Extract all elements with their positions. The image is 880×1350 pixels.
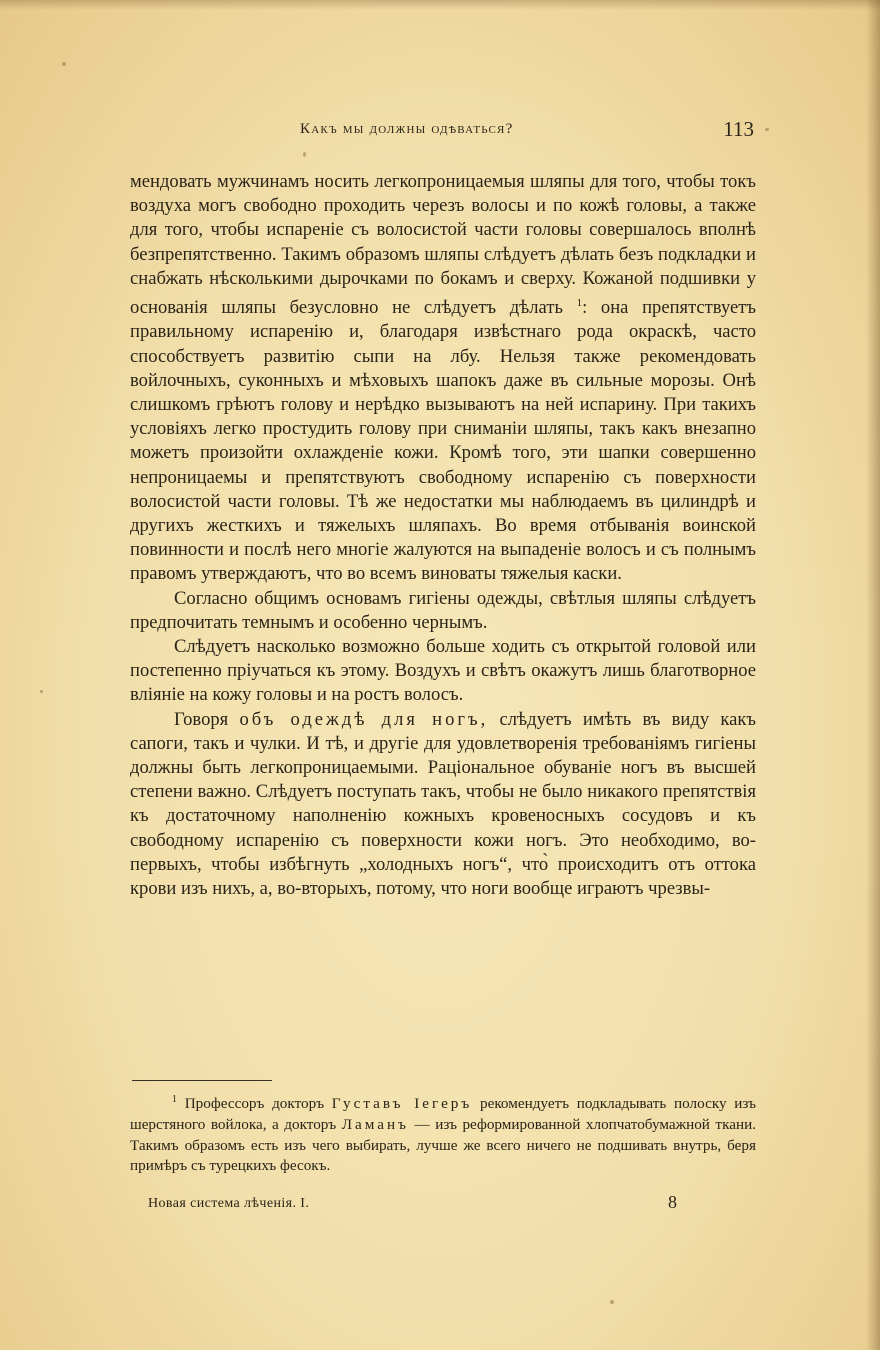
main-text [130, 170, 756, 901]
paragraph-1 [130, 170, 756, 587]
paragraph-4 [130, 708, 756, 902]
printer-signature: Новая система лѣченія. I. [148, 1196, 310, 1211]
paper-speck [40, 690, 43, 693]
paragraph-4-emphasis: объ одеждѣ для ногъ, [239, 708, 489, 730]
paragraph-1-text: мендовать мужчинамъ носить легкопроницаемыя шляпы для того, чтобы токъ воздуха могъ свободно проходить черезъ волосы и по кожѣ головы, а также для того, чтобы испареніе съ волосистой части головы совершалось вполнѣ безпрепятственно. Такимъ образомъ шляпы слѣдуетъ дѣлать безъ подкладки и снабжать нѣсколькими дырочками по бокамъ и сверху. Кожаной подшивки у основанія шляпы безусловно не слѣдуетъ дѣлать [130, 171, 756, 319]
paragraph-4-text: слѣдуетъ имѣть въ виду какъ сапоги, такъ и чулки. И тѣ, и другіе для удовлетворенія требованіямъ гигіены должны быть легкопроницаемыми. Раціональное обуваніе ногъ въ высшей степени важно. Слѣдуетъ поступать такъ, чтобы не было никакого препятствія къ достаточному наполненію кожныхъ кровеносныхъ сосудовъ и къ свободному испаренію съ поверхности кожи ногъ. Это необходимо, во-первыхъ, чтобы избѣгнуть „холодныхъ ногъ“, что̀ происходитъ отъ оттока крови изъ нихъ, а, во-вторыхъ, потому, что ноги вообще играютъ чрезвы- [130, 708, 756, 900]
footnote-separator [132, 1080, 272, 1081]
footnote-text-c: — изъ реформированной хлопчатобумажной ткани. Такимъ образомъ есть изъ чего выбирать, лучше же всего ничего не подшивать внутрь, беря примѣръ съ турецкихъ фесокъ. [130, 1115, 757, 1175]
page-number: 113 [723, 117, 754, 141]
paragraph-2: Согласно общимъ основамъ гигіены одежды, свѣтлыя шляпы слѣдуетъ предпочитать темнымъ и особенно чернымъ. [130, 587, 756, 633]
paragraph-3: Слѣдуетъ насколько возможно больше ходить съ открытой головой или постепенно пріучаться къ этому. Воздухъ и свѣтъ окажутъ лишь благотворное вліяніе на кожу головы и на ростъ волосъ. [130, 636, 756, 706]
footnote-name-a: Густавъ Іегеръ [331, 1095, 473, 1113]
footnote-mark: 1 [172, 1094, 177, 1105]
footnote-text-b: рекомендуетъ подкладывать полоску изъ шерстяного войлока, а докторъ [130, 1095, 757, 1133]
page-shadow-right [866, 0, 880, 1350]
paragraph-4-lead: Говоря [174, 708, 229, 730]
footnote-paragraph [130, 1090, 756, 1177]
paper-speck [610, 1300, 614, 1304]
page-shadow-top [0, 0, 880, 10]
paragraph-1-continued: : она препятствуетъ правильному испаренію и, благодаря извѣстнаго рода окраскѣ, часто способствуетъ развитію сыпи на лбу. Нельзя также рекомендовать войлочныхъ, суконныхъ и мѣховыхъ шапокъ даже въ сильные морозы. Онѣ слишкомъ грѣютъ голову и нерѣдко вызываютъ на ней испарину. При такихъ условіяхъ легко простудить голову при сниманіи шляпы, такъ какъ внезапно можетъ произойти охлажденіе кожи. Кромѣ того, эти шапки совершенно непроницаемы и препятствуютъ свободному испаренію съ поверхности волосистой части головы. Тѣ же недостатки мы наблюдаемъ въ цилиндрѣ и другихъ жесткихъ и тяжелыхъ шляпахъ. Во время отбыванія воинской повинности и послѣ него многіе жалуются на выпаденіе волосъ и съ полнымъ правомъ утверждаютъ, что во всемъ виноваты тяжелыя каски. [130, 297, 756, 585]
page-header [130, 117, 758, 149]
sheet-number: 8 [668, 1192, 677, 1212]
paper-speck [62, 62, 66, 66]
paper-speck [303, 152, 306, 157]
footnote-name-b: Ламанъ [341, 1115, 410, 1133]
footnote-reference: 1 [576, 297, 583, 310]
page-footer [130, 1192, 756, 1218]
footnote-text-a: Профессоръ докторъ [184, 1095, 325, 1113]
paper-speck [765, 128, 769, 131]
running-title: Какъ мы должны одѣваться? [300, 121, 514, 137]
footnote [130, 1090, 756, 1177]
